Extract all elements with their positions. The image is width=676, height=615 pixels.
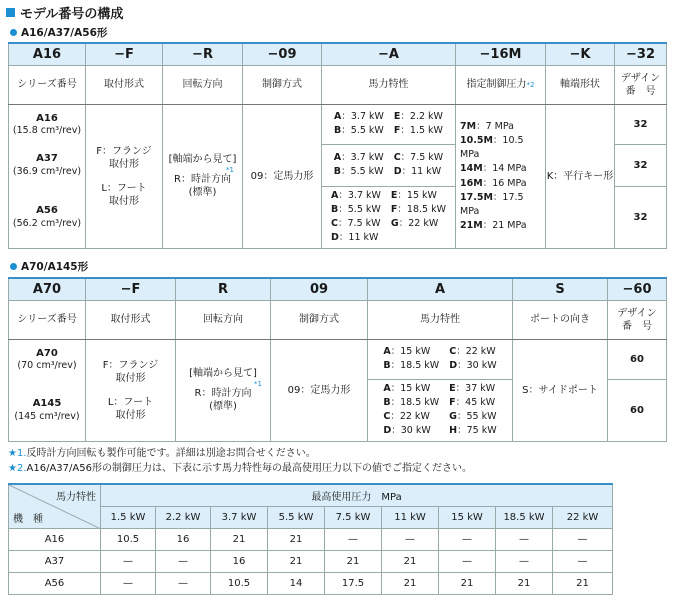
head-port: ポートの向き (513, 301, 608, 340)
col-3-7kw: 3.7 kW (211, 507, 268, 529)
model-code-table-a70 (8, 277, 667, 442)
col-1-5kw: 1.5 kW (101, 507, 156, 529)
pressure-header: 最高使用圧力 MPa (101, 484, 613, 507)
code-rotation: −R (163, 43, 243, 66)
code-power: A (368, 278, 513, 301)
head-series: シリーズ番号 (9, 66, 86, 105)
code-design: −60 (608, 278, 667, 301)
col-2-2kw: 2.2 kW (156, 507, 211, 529)
design-a16: 32 (615, 105, 667, 145)
square-bullet-icon (6, 8, 15, 17)
head-rotation: 回転方向 (176, 301, 271, 340)
design-a145: 60 (608, 380, 667, 442)
power-group-2: A：15 kW E：37 kW B：18.5 kW F：45 kW C：22 kW G：55 kW D：30 kW H：75 kW (368, 380, 513, 442)
head-design: デザイン 番 号 (615, 66, 667, 105)
rotation-cell: [軸端から見て] *1 R：時計方向 (標準) (163, 105, 243, 249)
head-pressure: 指定制御圧力*2 (456, 66, 546, 105)
col-11kw: 11 kW (382, 507, 439, 529)
model-code-table-a16 (8, 42, 667, 249)
code-control: 09 (271, 278, 368, 301)
code-power: −A (322, 43, 456, 66)
series-a16: A16 (15.8 cm³/rev) (9, 105, 86, 145)
pressure-cell: 7M：7 MPa 10.5M：10.5 MPa 14M：14 MPa 16M：16 MPa 17.5M：17.5 MPa 21M：21 MPa (456, 105, 546, 249)
code-mount: −F (86, 43, 163, 66)
shaft-cell: K：平行キー形 (546, 105, 615, 249)
dot-bullet-icon (10, 263, 17, 270)
code-series: A70 (9, 278, 86, 301)
code-control: −09 (243, 43, 322, 66)
head-shaft: 軸端形状 (546, 66, 615, 105)
code-port: S (513, 278, 608, 301)
control-cell: 09：定馬力形 (271, 340, 368, 442)
head-power: 馬力特性 (322, 66, 456, 105)
series-a145: A145 (145 cm³/rev) (9, 380, 86, 442)
table-row: A37 — — 16 21 21 21 — — — (9, 551, 613, 573)
mount-cell: F：フランジ 取付形 L：フート 取付形 (86, 105, 163, 249)
head-mount: 取付形式 (86, 301, 176, 340)
head-control: 制御方式 (271, 301, 368, 340)
code-mount: −F (86, 278, 176, 301)
footnote-2: ★2.A16/A37/A56形の制御圧力は、下表に示す馬力特性毎の最高使用圧力以下の値でご指定ください。 (8, 463, 472, 474)
design-a56: 32 (615, 187, 667, 249)
section-a16-label: A16/A37/A56形 (10, 25, 107, 40)
series-a37: A37 (36.9 cm³/rev) (9, 145, 86, 187)
col-7-5kw: 7.5 kW (325, 507, 382, 529)
code-pressure: −16M (456, 43, 546, 66)
head-series: シリーズ番号 (9, 301, 86, 340)
power-group-1: A：15 kW C：22 kW B：18.5 kW D：30 kW (368, 340, 513, 380)
code-series: A16 (9, 43, 86, 66)
design-a70: 60 (608, 340, 667, 380)
power-group-3: A：3.7 kW E：15 kW B：5.5 kW F：18.5 kW C：7.5 kW G：22 kW D：11 kW (322, 187, 456, 249)
col-15kw: 15 kW (439, 507, 496, 529)
power-group-1: A：3.7 kW E：2.2 kW B：5.5 kW F：1.5 kW (322, 105, 456, 145)
series-a56: A56 (56.2 cm³/rev) (9, 187, 86, 249)
head-power: 馬力特性 (368, 301, 513, 340)
col-22kw: 22 kW (553, 507, 613, 529)
port-cell: S：サイドポート (513, 340, 608, 442)
col-5-5kw: 5.5 kW (268, 507, 325, 529)
head-control: 制御方式 (243, 66, 322, 105)
footnotes (8, 446, 472, 476)
series-a70: A70 (70 cm³/rev) (9, 340, 86, 380)
max-pressure-table (8, 483, 613, 595)
footnote-1: ★1.反時計方向回転も製作可能です。詳細は別途お問合せください。 (8, 448, 316, 459)
note-2-mark: *2 (526, 81, 535, 90)
head-design: デザイン 番 号 (608, 301, 667, 340)
head-mount: 取付形式 (86, 66, 163, 105)
code-rotation: R (176, 278, 271, 301)
corner-cell: 馬力特性 機 種 (9, 484, 101, 529)
code-design: −32 (615, 43, 667, 66)
dot-bullet-icon (10, 29, 17, 36)
page-title: モデル番号の構成 (6, 3, 123, 21)
table-row: A16 10.5 16 21 21 — — — — — (9, 529, 613, 551)
code-shaft: −K (546, 43, 615, 66)
mount-cell: F：フランジ 取付形 L：フート 取付形 (86, 340, 176, 442)
design-a37: 32 (615, 145, 667, 187)
head-rotation: 回転方向 (163, 66, 243, 105)
table-row: A56 — — 10.5 14 17.5 21 21 21 21 (9, 573, 613, 595)
rotation-cell: [軸端から見て] *1 R：時計方向 (標準) (176, 340, 271, 442)
section-a70-label: A70/A145形 (10, 259, 88, 274)
power-group-2: A：3.7 kW C：7.5 kW B：5.5 kW D：11 kW (322, 145, 456, 187)
control-cell: 09：定馬力形 (243, 105, 322, 249)
col-18-5kw: 18.5 kW (496, 507, 553, 529)
